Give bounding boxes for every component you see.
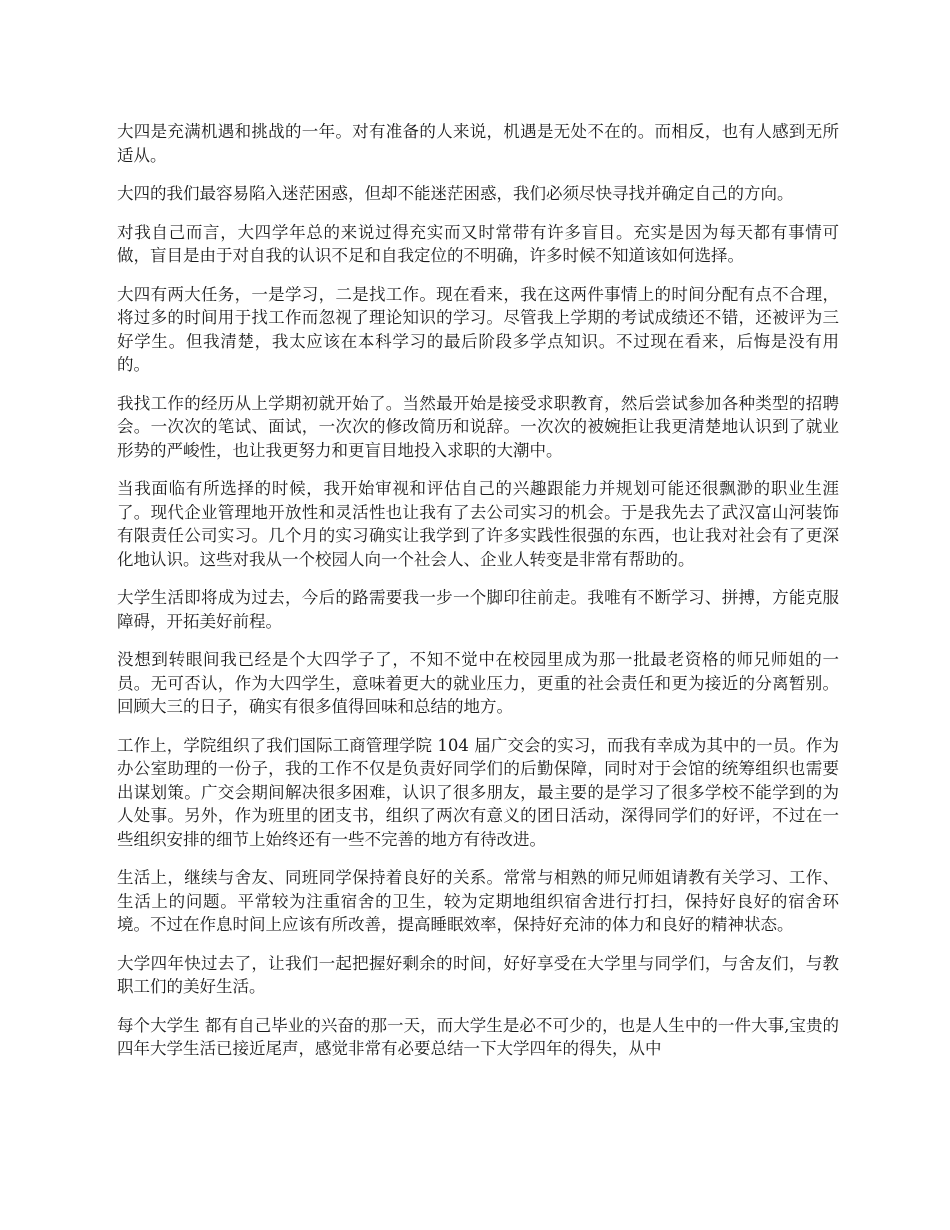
paragraph: 大学四年快过去了，让我们一起把握好剩余的时间，好好享受在大学里与同学们，与舍友们，与教职工们的美好生活。 bbox=[117, 953, 839, 996]
paragraph: 生活上，继续与舍友、同班同学保持着良好的关系。常常与相熟的师兄师姐请教有关学习、工作、生活上的问题。平常较为注重宿舍的卫生，较为定期地组织宿舍进行打扫，保持好良好的宿舍环境。不过在作息时间上应该有所改善，提高睡眠效率，保持好充沛的体力和良好的精神状态。 bbox=[117, 868, 839, 934]
paragraph: 工作上，学院组织了我们国际工商管理学院 104 届广交会的实习，而我有幸成为其中的一员。作为办公室助理的一份子，我的工作不仅是负责好同学们的后勤保障，同时对于会馆的统筹组织也需要出谋划策。广交会期间解决很多困难，认识了很多朋友，最主要的是学习了很多学校不能学到的为人处事。另外，作为班里的团支书，组织了两次有意义的团日活动，深得同学们的好评，不过在一些组织安排的细节上始终还有一些不完善的地方有待改进。 bbox=[117, 735, 839, 849]
paragraph: 我找工作的经历从上学期初就开始了。当然最开始是接受求职教育，然后尝试参加各种类型的招聘会。一次次的笔试、面试，一次次的修改简历和说辞。一次次的被婉拒让我更清楚地认识到了就业形势的严峻性，也让我更努力和更盲目地投入求职的大潮中。 bbox=[117, 393, 839, 460]
document-body bbox=[117, 120, 839, 1076]
paragraph: 大四是充满机遇和挑战的一年。对有准备的人来说，机遇是无处不在的。而相反，也有人感到无所适从。 bbox=[117, 122, 839, 165]
paragraph: 大学生活即将成为过去，今后的路需要我一步一个脚印往前走。我唯有不断学习、拼搏，方能克服障碍，开拓美好前程。 bbox=[117, 588, 839, 631]
paragraph: 每个大学生 都有自己毕业的兴奋的那一天，而大学生是必不可少的，也是人生中的一件大事,宝贵的四年大学生活已接近尾声，感觉非常有必要总结一下大学四年的得失，从中 bbox=[117, 1015, 839, 1058]
paragraph: 大四的我们最容易陷入迷茫困惑，但却不能迷茫困惑，我们必须尽快寻找并确定自己的方向。 bbox=[117, 184, 794, 203]
paragraph: 当我面临有所选择的时候，我开始审视和评估自己的兴趣跟能力并规划可能还很飘渺的职业生涯了。现代企业管理地开放性和灵活性也让我有了去公司实习的机会。于是我先去了武汉富山河装饰有限责任公司实习。几个月的实习确实让我学到了许多实践性很强的东西，也让我对社会有了更深化地认识。这些对我从一个校园人向一个社会人、企业人转变是非常有帮助的。 bbox=[117, 479, 839, 569]
paragraph: 没想到转眼间我已经是个大四学子了，不知不觉中在校园里成为那一批最老资格的师兄师姐的一员。无可否认，作为大四学生，意味着更大的就业压力，更重的社会责任和更为接近的分离暂别。回顾大三的日子，确实有很多值得回味和总结的地方。 bbox=[117, 650, 839, 716]
paragraph: 对我自己而言，大四学年总的来说过得充实而又时常带有许多盲目。充实是因为每天都有事情可做，盲目是由于对自我的认识不足和自我定位的不明确，许多时候不知道该如何选择。 bbox=[117, 222, 839, 265]
paragraph: 大四有两大任务，一是学习，二是找工作。现在看来，我在这两件事情上的时间分配有点不合理，将过多的时间用于找工作而忽视了理论知识的学习。尽管我上学期的考试成绩还不错，还被评为三好学生。但我清楚，我太应该在本科学习的最后阶段多学点知识。不过现在看来，后悔是没有用的。 bbox=[117, 284, 839, 374]
